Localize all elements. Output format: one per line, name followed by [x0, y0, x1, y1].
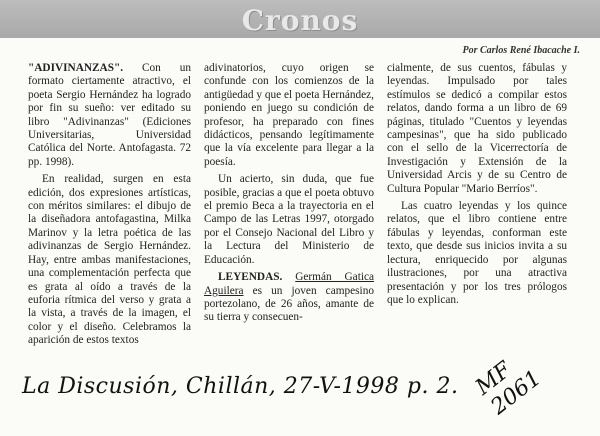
author-byline: Por Carlos René Ibacache I.: [462, 45, 580, 56]
column-1: [28, 62, 191, 352]
handwritten-source-note: La Discusión, Chillán, 27-V-1998 p. 2.: [22, 374, 459, 399]
paragraph-cuatro-leyendas: Las cuatro leyendas y los quince relatos, que el libro contiene entre fábulas y leyendas, conforman este texto, que desde sus inicios invita a su lectura, enriquecido por algunas ilustraciones, por una atractiva presentación y por los tres prólogos que lo explican.: [387, 200, 567, 306]
paragraph-adivinanzas-intro: [28, 62, 191, 169]
paragraph-leyendas-intro: [204, 271, 374, 325]
section-title: Cronos: [241, 4, 359, 37]
column-3: [387, 62, 567, 311]
section-header-banner: [0, 0, 600, 38]
section-lead-leyendas: LEYENDAS.: [218, 271, 283, 284]
paragraph-adivinatorios: adivinatorios, cuyo origen se confunde con los comienzos de la antigüedad y que el poeta Hernández, poniendo en juego su condición de profesor, ha preparado con fines didácticos, pensando legítimamente que la vía excelente para llegar a la poesía.: [204, 62, 375, 168]
paragraph-text: es un joven campesino portezolano, de 26 años, amante de su tierra y consecuen-: [204, 284, 374, 324]
paragraph-text: Con un formato ciertamente atractivo, el poeta Sergio Hernández ha logrado por fin su sueño: ver editado su libro "Adivinanzas" (Ediciones Universitarias, Universidad Católica del Norte. Antofagasta. 72 pp. 1998).: [28, 62, 191, 168]
handwritten-catalog-mark: MF 2061: [471, 357, 547, 420]
paragraph-realidad: En realidad, surgen en esta edición, dos expresiones artísticas, con méritos similares: el dibujo de la diseñadora antofagastina, Milka Marinov y la letra poética de las adivinanzas de Sergio Hernández. Hay, entre ambas manifestaciones, una complementación perfecta que es grata al oído a través de la euforia rítmica del verso y grata a la vista, a través de la imagen, el color y el diseño. Celebramos la aparición de estos textos: [28, 173, 191, 347]
paragraph-cialmente: cialmente, de sus cuentos, fábulas y leyendas. Impulsado por tales estímulos se dedicó a compilar estos relatos, dando forma a un libro de 69 páginas, titulado "Cuentos y leyendas campesinas", que ha sido publicado con el sello de la Vicerrectoría de Investigación y Extensión de la Universidad Arcis y de su Centro de Cultura Popular "Mario Berríos".: [387, 62, 567, 195]
author-name-underlined: Germán Gatica Aguilera: [204, 271, 374, 297]
column-2: [204, 62, 374, 329]
section-lead-adivinanzas: "ADIVINANZAS".: [28, 62, 124, 74]
paragraph-acierto: Un acierto, sin duda, que fue posible, gracias a que el poeta obtuvo el premio Beca a la trayectoria en el Campo de las Letras 1997, otorgado por el Consejo Nacional del Libro y la Lectura del Ministerio de Educación.: [204, 173, 374, 266]
